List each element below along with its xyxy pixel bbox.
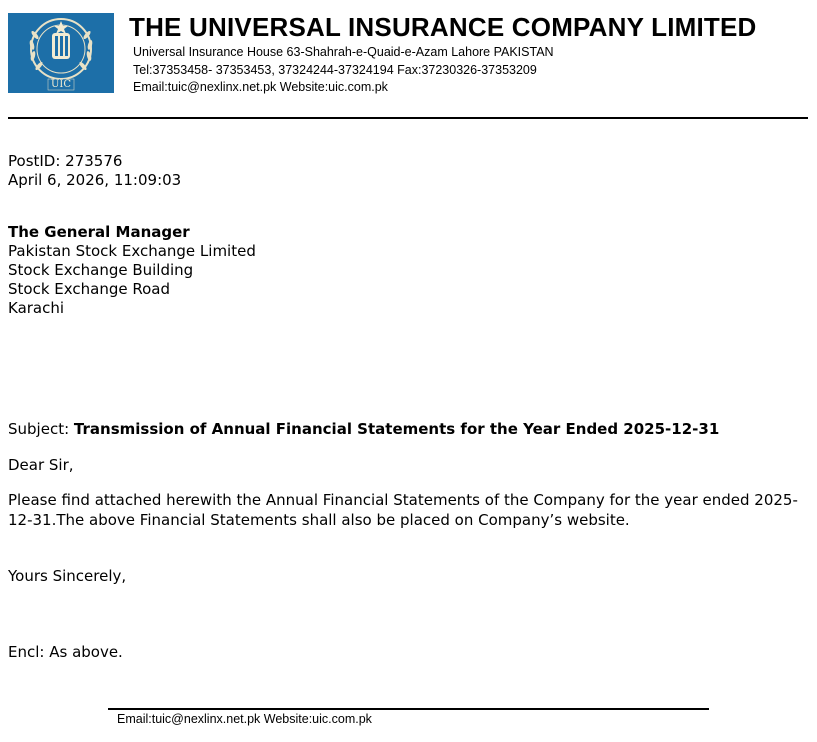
footer-divider — [108, 708, 709, 710]
recipient-line: Stock Exchange Road — [8, 280, 170, 298]
recipient-line: Stock Exchange Building — [8, 261, 194, 279]
subject-line — [8, 420, 719, 438]
post-id: PostID: 273576 — [8, 152, 123, 170]
header-divider — [8, 117, 808, 119]
company-contact: Email:tuic@nexlinx.net.pk Website:uic.com.pk — [133, 80, 388, 94]
footer-contact: Email:tuic@nexlinx.net.pk Website:uic.com.pk — [117, 712, 372, 726]
salutation: Dear Sir, — [8, 456, 74, 474]
closing: Yours Sincerely, — [8, 567, 127, 585]
subject-label: Subject: — [8, 420, 70, 438]
post-datetime: April 6, 2026, 11:09:03 — [8, 171, 182, 189]
company-address: Universal Insurance House 63-Shahrah-e-Quaid-e-Azam Lahore PAKISTAN — [133, 45, 554, 59]
recipient-title: The General Manager — [8, 223, 190, 241]
recipient-line: Karachi — [8, 299, 65, 317]
company-logo — [8, 13, 114, 93]
subject-text: Transmission of Annual Financial Statements for the Year Ended 2025-12-31 — [73, 420, 720, 438]
company-phones: Tel:37353458- 37353453, 37324244-37324194 Fax:37230326-37353209 — [133, 63, 537, 77]
recipient-line: Pakistan Stock Exchange Limited — [8, 242, 256, 260]
letter-body: Please find attached herewith the Annual Financial Statements of the Company for the year ended 2025-12-31.The above Financial Statements shall also be placed on Company’s website. — [8, 491, 798, 529]
enclosure-note: Encl: As above. — [8, 643, 123, 661]
logo-initials: UIC — [50, 79, 72, 90]
company-name: THE UNIVERSAL INSURANCE COMPANY LIMITED — [129, 12, 757, 42]
